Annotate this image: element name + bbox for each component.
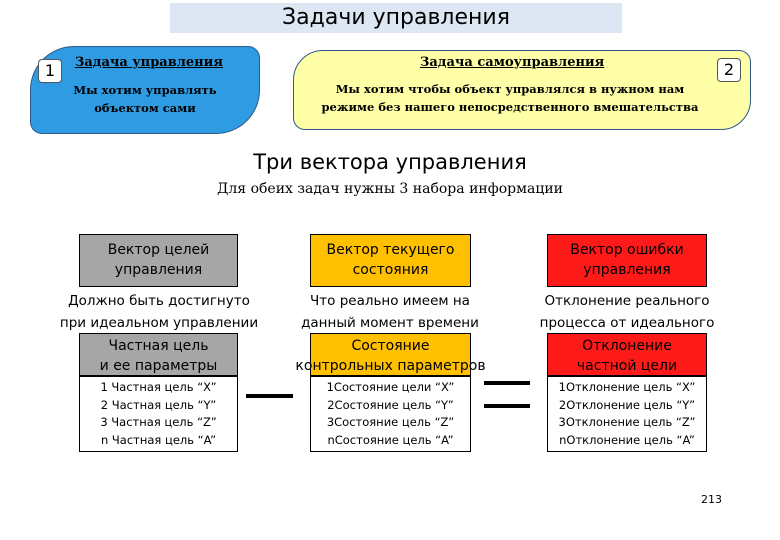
task2-text — [300, 80, 720, 116]
goal-vector-header-line1: Вектор целей — [107, 242, 210, 258]
task1-title: Задача управления — [75, 55, 223, 70]
goal-subheader-line1: Частная цель — [108, 338, 209, 354]
error-vector-header-line2: управления — [583, 262, 671, 278]
error-subheader — [547, 333, 707, 376]
state-description-line1: Что реально имеем на — [310, 293, 470, 309]
error-description-line1: Отклонение реального — [544, 293, 710, 309]
list-item: 3 Частная цель “Z” — [100, 415, 217, 429]
task1-text — [55, 81, 235, 117]
task1-text-line1: Мы хотим управлять — [73, 83, 217, 97]
task1-text-line2: объектом сами — [94, 101, 196, 115]
list-item: 3Состояние цель “Z” — [326, 415, 455, 429]
goal-vector-header-line2: управления — [114, 262, 203, 278]
state-subheader — [295, 333, 486, 376]
error-list — [547, 376, 707, 452]
goal-subheader — [79, 333, 238, 376]
list-item: nСостояние цель “A” — [327, 432, 454, 447]
error-description-line2: процесса от идеального — [539, 315, 715, 331]
list-item: 1Состояние цели “X” — [326, 380, 455, 394]
list-item: n Частная цель “A” — [100, 432, 217, 447]
list-item: 1 Частная цель “X” — [100, 380, 217, 394]
error-vector-header-line1: Вектор ошибки — [570, 242, 684, 258]
list-item: 2Отклонение цель “Y” — [558, 397, 696, 412]
goal-description-line2: при идеальном управлении — [59, 315, 259, 331]
task1-number: 1 — [38, 59, 62, 83]
state-list — [310, 376, 471, 452]
state-vector-header — [310, 234, 471, 287]
task2-number: 2 — [717, 58, 741, 82]
state-vector-header-line2: состояния — [352, 262, 429, 278]
equals-connector-bottom — [484, 404, 530, 408]
page-title: Задачи управления — [170, 3, 622, 33]
task2-text-line1: Мы хотим чтобы объект управлялся в нужном нам — [335, 82, 685, 96]
dash-connector — [246, 394, 293, 398]
state-vector-description — [275, 290, 505, 334]
list-item: 3Отклонение цель “Z” — [558, 415, 696, 429]
list-item: 2 Частная цель “Y” — [100, 397, 217, 412]
task2-text-line2: режиме без нашего непосредственного вмешательства — [321, 100, 699, 114]
task2-title: Задача самоуправления — [420, 55, 605, 70]
list-item: 2Состояние цель “Y” — [327, 397, 454, 412]
state-subheader-line1: Состояние — [351, 338, 430, 354]
page-number: 213 — [701, 493, 722, 506]
error-subheader-line1: Отклонение — [582, 338, 672, 354]
vectors-subtitle: Для обеих задач нужны 3 набора информации — [217, 181, 563, 197]
error-vector-header — [547, 234, 707, 287]
error-subheader-line2: частной цели — [576, 358, 678, 374]
equals-connector-top — [484, 381, 530, 385]
list-item: nОтклонение цель “A” — [559, 432, 695, 447]
goal-subheader-line2: и ее параметры — [99, 358, 218, 374]
goal-vector-header — [79, 234, 238, 287]
list-item: 1Отклонение цель “X” — [558, 380, 696, 394]
goal-vector-description — [44, 290, 274, 334]
vectors-title: Три вектора управления — [253, 150, 527, 174]
goal-list — [79, 376, 238, 452]
goal-description-line1: Должно быть достигнуто — [68, 293, 250, 309]
state-description-line2: данный момент времени — [301, 315, 479, 331]
state-vector-header-line1: Вектор текущего — [326, 242, 455, 258]
error-vector-description — [510, 290, 744, 334]
state-subheader-line2: контрольных параметров — [295, 358, 486, 374]
